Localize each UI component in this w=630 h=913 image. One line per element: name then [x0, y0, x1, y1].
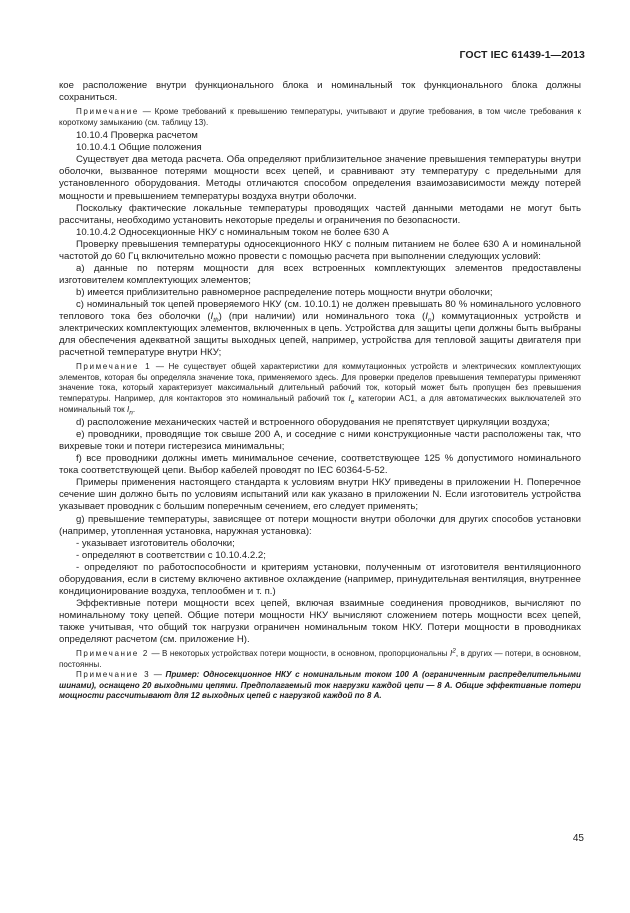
note-2 — [59, 649, 581, 670]
page-body — [59, 80, 581, 702]
subscript-th: th — [213, 316, 219, 324]
section-10-10-4-2: 10.10.4.2 Односекционные НКУ с номинальным током не более 630 А — [76, 226, 389, 238]
symbol-i: I — [126, 404, 130, 414]
dash-item-3: - определяют по работоспособности и критериям установки, полученным от изготовителя вентиляционного оборудования, если в систему включено активное охлаждение (например, принудительная вентиляция, внутреннее кондиционирование воздуха, теплообмен и т. п.) — [59, 561, 581, 597]
note-1 — [59, 362, 581, 415]
page-number: 45 — [572, 833, 584, 844]
section-10-10-4: 10.10.4 Проверка расчетом — [76, 130, 198, 142]
subscript-n: n — [427, 316, 432, 324]
note-label: Примечание 3 — [76, 670, 151, 680]
subscript-n: n — [129, 409, 133, 417]
note-label: Примечание — [76, 107, 139, 117]
superscript-2: 2 — [452, 647, 456, 655]
note-label: Примечание 2 — [76, 649, 150, 659]
list-item-b: b) имеется приблизительно равномерное распределение потерь мощности внутри оболочки; — [76, 286, 493, 298]
list-item-e: e) проводники, проводящие ток свыше 200 А, и соседние с ними конструкционные части расположены так, что вихревые токи и потери гистерезиса минимальны; — [59, 429, 581, 453]
note-text-3: . — [132, 404, 136, 414]
symbol-i: I — [210, 310, 214, 322]
standard-header: ГОСТ IEC 61439-1—2013 — [459, 49, 585, 61]
note-dash: — — [150, 670, 166, 680]
section-10-10-4-1: 10.10.4.1 Общие положения — [76, 142, 202, 154]
list-item-d: d) расположение механических частей и встроенного оборудования не препятствует циркуляции воздуха; — [76, 417, 550, 429]
note-intro — [59, 107, 581, 128]
note-text-2: категории AC1, а для автоматических выключателей это номинальный ток — [59, 393, 581, 414]
note-text-1: — В некоторых устройствах потери мощности, в основном, пропорциональны — [149, 649, 450, 659]
paragraph-examples: Примеры применения настоящего стандарта к условиям внутри НКУ приведены в приложении H. Поперечное сечение шин должно быть по условиям испытаний или как указано в приложении N. Если изготовитель устройства указывает проводник с большим поперечным сечением, его следует применять; — [59, 477, 581, 513]
note-text-1: — Не существует общей характеристики для коммутационных устройств и электрических комплектующих элементов, которая бы определяла значение тока, применяемого здесь. Для проверки пределов превышения температуры применяют значение тока, который характеризует максимальный длительный рабочий ток, который может быть пропущен без превышения температуры. Например, для контакторов это номинальный рабочий ток — [59, 362, 581, 403]
subscript-e: e — [350, 398, 355, 406]
paragraph-methods: Существует два метода расчета. Оба определяют приблизительное значение превышения температуры внутри оболочки, вызванное потерями мощности всех цепей, и сравнивают эту температуру с предельными для установленного оборудования. Методы отличаются способом определения взаимозависимости между потерей мощности и превышением температуры воздуха внутри оболочки. — [59, 154, 581, 202]
paragraph-local-temperatures: Поскольку фактические локальные температуры проводящих частей данными методами не могут быть рассчитаны, необходимо установить некоторые пределы и ограничения по безопасности. — [59, 202, 581, 226]
paragraph-check-conditions: Проверку превышения температуры односекционного НКУ с полным питанием не более 630 А и номинальной частотой до 60 Гц включительно можно провести с помощью расчета при выполнении следующих условий: — [59, 238, 581, 262]
symbol-i: I — [348, 393, 351, 403]
note-text-2: , в других — потери, в основном, постоянны. — [59, 649, 581, 669]
dash-item-2: - определяют в соответствии с 10.10.4.2.2; — [76, 549, 266, 561]
symbol-i: I — [425, 310, 428, 322]
symbol-i: I — [449, 649, 453, 659]
note-example-text: Пример: Односекционное НКУ с номинальным током 100 А (ограниченным распределительными шинами), оснащено 20 выходными цепями. Предполагаемый ток нагрузки каждой цепи — 8 А. Общие эффективные потери мощности рассчитывают для 12 выходных цепей с нагрузкой каждой по 8 А. — [59, 670, 581, 701]
dash-item-1: - указывает изготовитель оболочки; — [76, 537, 235, 549]
note-text: — Кроме требований к превышению температуры, учитывают и другие требования, в том числе требования к короткому замыканию (см. таблицу 13). — [59, 107, 581, 127]
list-item-a: a) данные по потерям мощности для всех встроенных комплектующих элементов предоставлены изготовителем комплектующих элементов; — [59, 262, 581, 286]
item-c-text-3: ) коммутационных устройств и электрических комплектующих элементов, включенных в цепь. Устройства для защиты цепи должны быть выбраны для обеспечения адекватной защиты выходных цепей, например, устройства для тепловой защиты двигателя при расчетной температуре внутри НКУ; — [59, 310, 581, 359]
note-label: Примечание 1 — [76, 362, 152, 372]
paragraph-effective-losses: Эффективные потери мощности всех цепей, включая взаимные соединения проводников, вычисляют по номинальному току цепей. Общие потери мощности НКУ вычисляют сложением потерь мощности всех цепей, также учитывая, что общий ток нагрузки ограничен номинальным током НКУ. Потери мощности в проводниках определяют расчетом (см. приложение H). — [59, 597, 581, 645]
item-c-text-1: c) номинальный ток цепей проверяемого НКУ (см. 10.10.1) не должен превышать 80 % номинального условного теплового тока без оболочки ( — [59, 298, 581, 322]
item-c-text-2: ) (при наличии) или номинального тока ( — [218, 310, 426, 322]
paragraph-continuation: кое расположение внутри функционального блока и номинальный ток функционального блока должны сохраниться. — [59, 80, 581, 104]
list-item-g: g) превышение температуры, зависящее от потери мощности внутри оболочки для других способов установки (например, утопленная установка, наружная установка): — [59, 513, 581, 537]
symbol-ith — [211, 311, 219, 322]
list-item-f: f) все проводники должны иметь минимальное сечение, соответствующее 125 % допустимого номинального тока соответствующей цепи. Выбор кабелей проводят по IEC 60364-5-52. — [59, 453, 581, 477]
list-item-c — [59, 299, 581, 359]
note-3 — [59, 670, 581, 702]
